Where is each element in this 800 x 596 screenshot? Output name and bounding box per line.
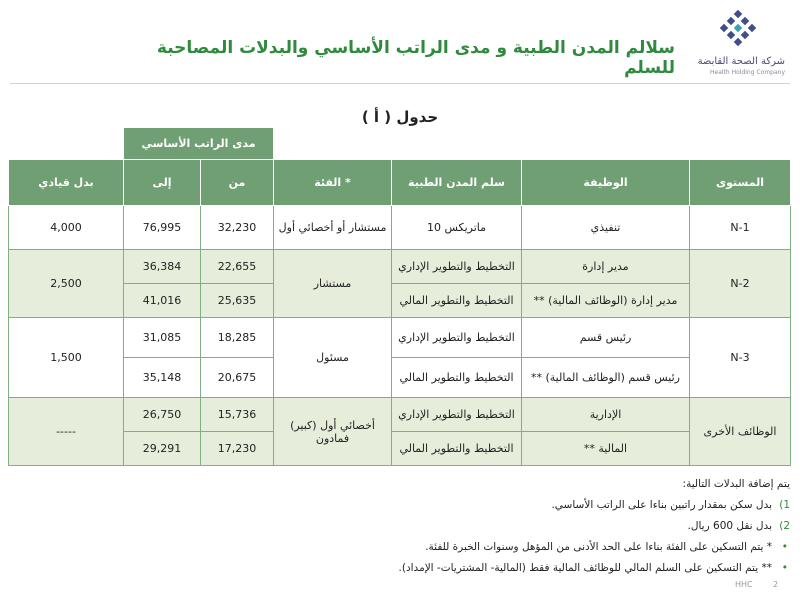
note-number: 1) bbox=[779, 499, 790, 511]
col-header-level: المستوى bbox=[690, 160, 791, 206]
cell-job: رئيس قسم (الوظائف المالية) ** bbox=[522, 358, 690, 398]
table-row bbox=[9, 206, 791, 250]
cell-allowance: 2,500 bbox=[9, 250, 124, 318]
cell-from: 32,230 bbox=[201, 206, 274, 250]
cell-category: مسئول bbox=[274, 318, 392, 398]
table-header-row bbox=[9, 160, 791, 206]
col-header-job: الوظيفة bbox=[522, 160, 690, 206]
cell-from: 18,285 bbox=[201, 318, 274, 358]
note-text: بدل سكن بمقدار راتبين بناءا على الراتب الأساسي. bbox=[551, 499, 772, 511]
cell-job: الإدارية bbox=[522, 398, 690, 432]
page-title: سلالم المدن الطبية و مدى الراتب الأساسي والبدلات المصاحبة للسلم bbox=[156, 38, 675, 78]
page-number: 2 bbox=[773, 580, 779, 589]
cell-scale: التخطيط والتطوير الإداري bbox=[392, 398, 522, 432]
col-header-to: إلى bbox=[124, 160, 201, 206]
cell-allowance: 4,000 bbox=[9, 206, 124, 250]
notes-heading: يتم إضافة البدلات التالية: bbox=[682, 478, 790, 490]
table-row bbox=[9, 358, 791, 398]
cell-scale: التخطيط والتطوير الإداري bbox=[392, 250, 522, 284]
cell-level: الوظائف الأخرى bbox=[690, 398, 791, 466]
cell-to: 36,384 bbox=[124, 250, 201, 284]
note-number: 2) bbox=[779, 520, 790, 532]
table-row bbox=[9, 318, 791, 358]
salary-table bbox=[8, 127, 791, 466]
cell-to: 35,148 bbox=[124, 358, 201, 398]
cell-to: 76,995 bbox=[124, 206, 201, 250]
col-header-allowance: بدل قيادي bbox=[9, 160, 124, 206]
logo-arabic-name: شركة الصحة القابضة bbox=[697, 56, 785, 67]
col-header-from: من bbox=[201, 160, 274, 206]
table-row bbox=[9, 284, 791, 318]
note-item bbox=[50, 537, 790, 558]
note-item bbox=[50, 558, 790, 579]
cell-category: مستشار أو أخصائي أول bbox=[274, 206, 392, 250]
note-text: ** يتم التسكين على السلم المالي للوظائف المالية فقط (المالية- المشتريات- الإمداد). bbox=[398, 562, 772, 574]
table-caption: حدول ( أ ) bbox=[361, 108, 439, 126]
cell-level: N-2 bbox=[690, 250, 791, 318]
col-header-scale: سلم المدن الطبية bbox=[392, 160, 522, 206]
cell-job: مدير إدارة (الوظائف المالية) ** bbox=[522, 284, 690, 318]
cell-to: 41,016 bbox=[124, 284, 201, 318]
cell-job: تنفيذي bbox=[522, 206, 690, 250]
notes-section bbox=[50, 474, 790, 579]
table-row bbox=[9, 398, 791, 432]
cell-level: N-1 bbox=[690, 206, 791, 250]
note-item bbox=[50, 516, 790, 537]
cell-level: N-3 bbox=[690, 318, 791, 398]
cell-job: مدير إدارة bbox=[522, 250, 690, 284]
cell-allowance: ----- bbox=[9, 398, 124, 466]
cell-from: 17,230 bbox=[201, 432, 274, 466]
cell-from: 22,655 bbox=[201, 250, 274, 284]
cell-from: 20,675 bbox=[201, 358, 274, 398]
cell-scale: التخطيط والتطوير الإداري bbox=[392, 318, 522, 358]
cell-scale: ماتريكس 10 bbox=[392, 206, 522, 250]
bullet-icon: • bbox=[781, 541, 788, 553]
cell-scale: التخطيط والتطوير المالي bbox=[392, 358, 522, 398]
cell-to: 29,291 bbox=[124, 432, 201, 466]
table-row bbox=[9, 250, 791, 284]
top-rule bbox=[0, 0, 800, 4]
table-row bbox=[9, 432, 791, 466]
cell-allowance: 1,500 bbox=[9, 318, 124, 398]
bullet-icon: • bbox=[781, 562, 788, 574]
cell-category: مستشار bbox=[274, 250, 392, 318]
cell-from: 15,736 bbox=[201, 398, 274, 432]
note-text: * يتم التسكين على الفئة بناءا على الحد الأدنى من المؤهل وسنوات الخبرة للفئة. bbox=[425, 541, 772, 553]
logo-english-name: Health Holding Company bbox=[710, 69, 785, 76]
cell-to: 26,750 bbox=[124, 398, 201, 432]
cell-category: أخصائي أول (كبير) فمادون bbox=[274, 398, 392, 466]
salary-range-header: مدى الراتب الأساسي bbox=[124, 128, 274, 160]
cell-scale: التخطيط والتطوير المالي bbox=[392, 432, 522, 466]
header-divider bbox=[10, 83, 790, 84]
cell-job: المالية ** bbox=[522, 432, 690, 466]
cell-from: 25,635 bbox=[201, 284, 274, 318]
company-logo bbox=[690, 10, 785, 80]
cell-scale: التخطيط والتطوير المالي bbox=[392, 284, 522, 318]
logo-mark-icon bbox=[720, 10, 756, 52]
note-item bbox=[50, 495, 790, 516]
cell-to: 31,085 bbox=[124, 318, 201, 358]
col-header-category: الفئة * bbox=[274, 160, 392, 206]
note-text: بدل نقل 600 ريال. bbox=[687, 520, 772, 532]
footer-brand: HHC bbox=[735, 580, 753, 589]
cell-job: رئيس قسم bbox=[522, 318, 690, 358]
group-header-row bbox=[9, 128, 791, 160]
